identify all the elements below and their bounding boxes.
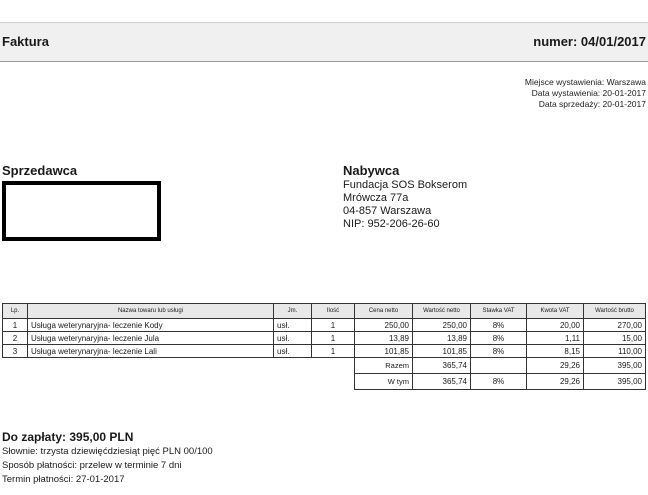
including-row [3, 374, 646, 390]
column-header: Wartość brutto [584, 304, 646, 319]
issue-date: Data wystawienia: 20-01-2017 [531, 88, 646, 98]
buyer-nip: NIP: 952-206-26-60 [343, 218, 440, 230]
total-gross: 395,00 [584, 358, 646, 374]
cell-unit: usł. [274, 319, 312, 332]
cell-net-value: 250,00 [413, 319, 471, 332]
cell-net-price: 13,89 [355, 332, 413, 345]
total-label: Razem [355, 358, 413, 374]
total-rate [471, 358, 527, 374]
buyer-street: Mrówcza 77a [343, 192, 409, 204]
table-header-row [3, 304, 646, 319]
column-header: Ilość [312, 304, 355, 319]
cell-lp: 1 [3, 319, 28, 332]
including-rate: 8% [471, 374, 527, 390]
cell-vat-rate: 8% [471, 345, 527, 358]
cell-vat-amount: 8,15 [527, 345, 584, 358]
cell-net-price: 101,85 [355, 345, 413, 358]
including-net: 365,74 [413, 374, 471, 390]
cell-net-value: 13,89 [413, 332, 471, 345]
sale-date: Data sprzedaży: 20-01-2017 [538, 99, 646, 109]
cell-gross-value: 15,00 [584, 332, 646, 345]
buyer-heading: Nabywca [343, 163, 400, 178]
cell-net-price: 250,00 [355, 319, 413, 332]
invoice-number: numer: 04/01/2017 [533, 34, 646, 49]
total-vat: 29,26 [527, 358, 584, 374]
issue-place: Miejsce wystawienia: Warszawa [524, 77, 646, 87]
cell-gross-value: 110,00 [584, 345, 646, 358]
including-gross: 395,00 [584, 374, 646, 390]
table-row [3, 319, 646, 332]
cell-gross-value: 270,00 [584, 319, 646, 332]
buyer-city: 04-857 Warszawa [343, 205, 432, 217]
column-header: Stawka VAT [471, 304, 527, 319]
seller-redacted-box [2, 181, 161, 241]
items-table [2, 303, 646, 390]
table-row [3, 345, 646, 358]
seller-heading: Sprzedawca [2, 163, 78, 178]
column-header: Kwota VAT [527, 304, 584, 319]
column-header: Wartość netto [413, 304, 471, 319]
cell-vat-rate: 8% [471, 319, 527, 332]
cell-qty: 1 [312, 332, 355, 345]
table-row [3, 332, 646, 345]
total-net: 365,74 [413, 358, 471, 374]
column-header: Jm. [274, 304, 312, 319]
invoice-title: Faktura [2, 34, 49, 49]
cell-lp: 2 [3, 332, 28, 345]
amount-due: Do zapłaty: 395,00 PLN [2, 430, 134, 444]
cell-unit: usł. [274, 345, 312, 358]
total-row [3, 358, 646, 374]
column-header: Lp. [3, 304, 28, 319]
cell-net-value: 101,85 [413, 345, 471, 358]
cell-vat-rate: 8% [471, 332, 527, 345]
column-header: Cena netto [355, 304, 413, 319]
invoice-meta [386, 77, 646, 110]
invoice-header-bar [0, 22, 648, 62]
amount-in-words: Słownie: trzysta dziewięćdziesiąt pięć PLN 00/100 [2, 446, 213, 457]
cell-qty: 1 [312, 345, 355, 358]
payment-deadline: Termin płatności: 27-01-2017 [2, 474, 125, 485]
payment-block [2, 429, 213, 487]
cell-vat-amount: 1,11 [527, 332, 584, 345]
column-header: Nazwa towaru lub usługi [28, 304, 274, 319]
payment-method: Sposób płatności: przelew w terminie 7 dni [2, 460, 182, 471]
including-vat: 29,26 [527, 374, 584, 390]
cell-vat-amount: 20,00 [527, 319, 584, 332]
cell-qty: 1 [312, 319, 355, 332]
cell-lp: 3 [3, 345, 28, 358]
buyer-block [343, 163, 467, 231]
cell-name: Usługa weterynaryjna- leczenie Kody [28, 319, 274, 332]
cell-name: Usługa weterynaryjna- leczenie Lali [28, 345, 274, 358]
buyer-name: Fundacja SOS Bokserom [343, 179, 468, 191]
cell-name: Usługa weterynaryjna- leczenie Jula [28, 332, 274, 345]
cell-unit: usł. [274, 332, 312, 345]
including-label: W tym [355, 374, 413, 390]
